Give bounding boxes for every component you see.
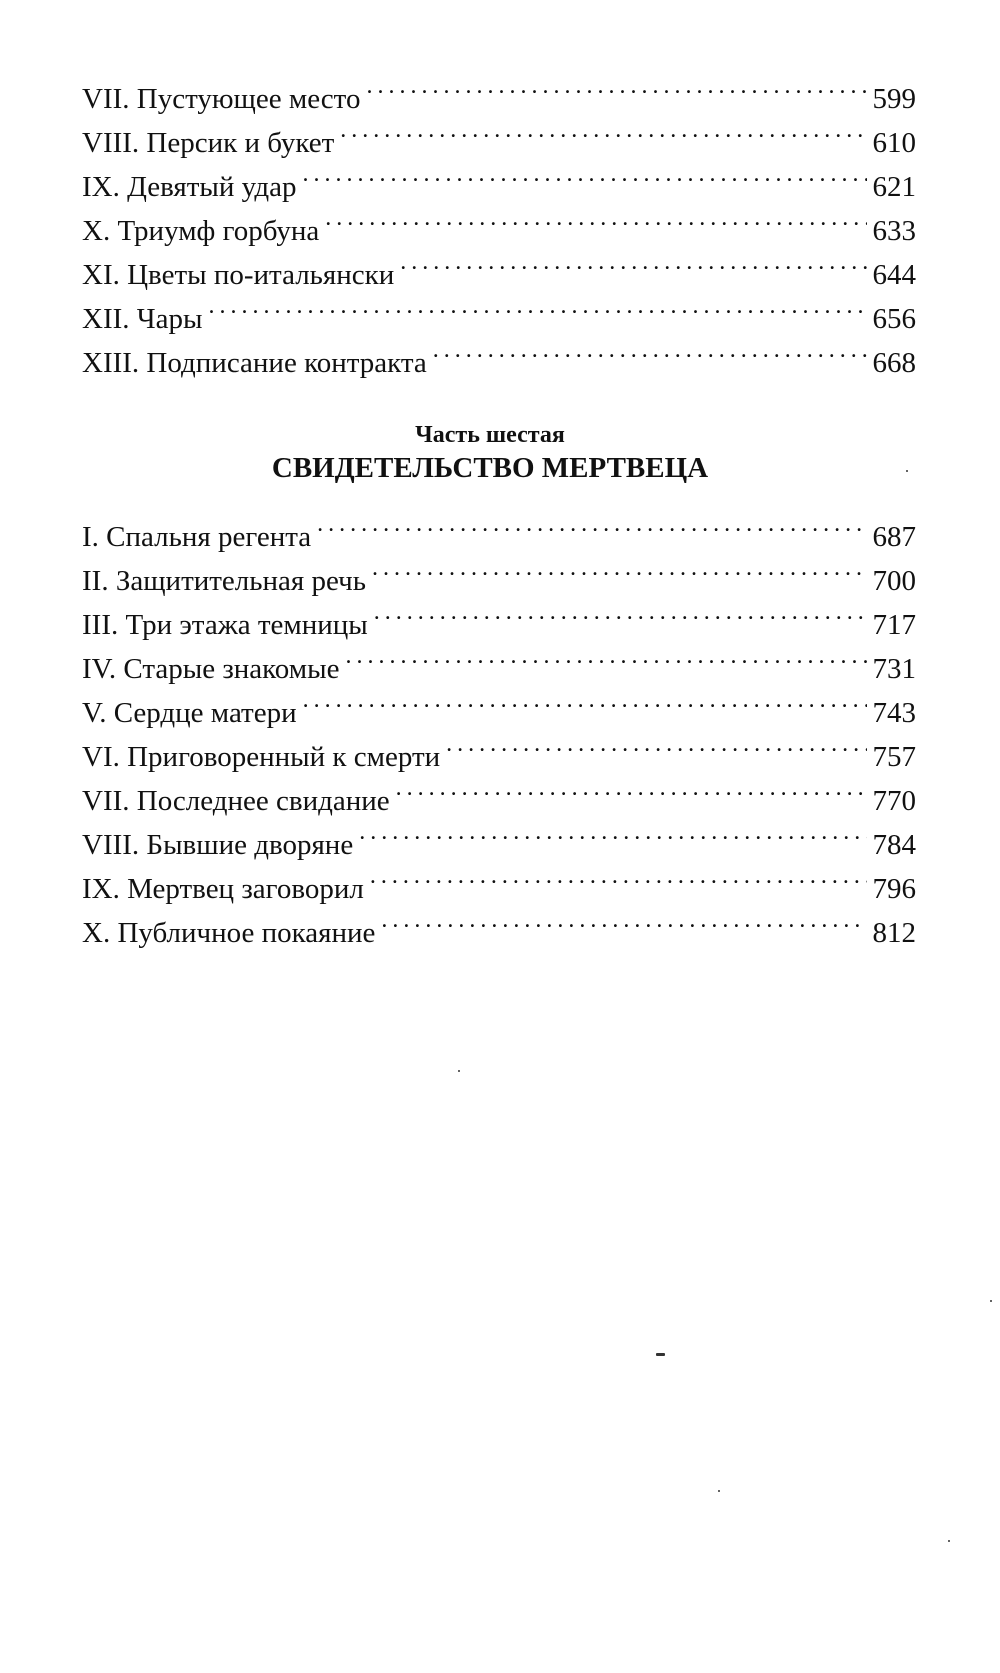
toc-entry-page: 731 bbox=[872, 653, 916, 685]
toc-entry-title: V. Сердце матери bbox=[82, 697, 297, 729]
scan-speck bbox=[906, 470, 908, 472]
dot-leader bbox=[366, 64, 866, 108]
dot-leader bbox=[340, 108, 866, 152]
toc-entry-page: 644 bbox=[872, 259, 916, 291]
toc-entry-page: 633 bbox=[872, 215, 916, 247]
dot-leader bbox=[433, 328, 867, 372]
toc-entry-page: 784 bbox=[872, 829, 916, 861]
toc-entry-title: VIII. Персик и букет bbox=[82, 127, 335, 159]
toc-entry-page: 621 bbox=[872, 171, 916, 203]
toc-entry-title: X. Триумф горбуна bbox=[82, 215, 320, 247]
toc-entry-title: II. Защитительная речь bbox=[82, 565, 366, 597]
toc-entry-title: XI. Цветы по-итальянски bbox=[82, 259, 395, 291]
toc-entry-page: 700 bbox=[872, 565, 916, 597]
toc-entry-page: 668 bbox=[872, 347, 916, 379]
toc-entry-page: 743 bbox=[872, 697, 916, 729]
scan-speck bbox=[458, 1070, 460, 1072]
toc-entry-page: 812 bbox=[872, 917, 916, 949]
toc-entry-page: 687 bbox=[872, 521, 916, 553]
dot-leader bbox=[374, 590, 867, 634]
toc-entry-title: VI. Приговоренный к смерти bbox=[82, 741, 441, 773]
toc-entry-title: VIII. Бывшие дворяне bbox=[82, 829, 354, 861]
toc-entry-page: 599 bbox=[872, 83, 916, 115]
toc-entry-page: 770 bbox=[872, 785, 916, 817]
toc-entry-page: 717 bbox=[872, 609, 916, 641]
toc-entry-title: IV. Старые знакомые bbox=[82, 653, 340, 685]
scan-speck bbox=[990, 1300, 992, 1302]
toc-entry-title: VII. Последнее свидание bbox=[82, 785, 390, 817]
toc-entry-page: 610 bbox=[872, 127, 916, 159]
dot-leader bbox=[302, 152, 866, 196]
toc-entry-title: VII. Пустующее место bbox=[82, 83, 361, 115]
part-label: Часть шестая bbox=[415, 422, 565, 448]
dot-leader bbox=[381, 898, 866, 942]
scan-speck bbox=[718, 1490, 720, 1492]
dot-leader bbox=[303, 678, 867, 722]
dot-leader bbox=[359, 810, 866, 854]
dot-leader bbox=[400, 240, 866, 284]
toc-entry-title: IX. Мертвец заговорил bbox=[82, 873, 364, 905]
toc-entry-title: XIII. Подписание контракта bbox=[82, 347, 427, 379]
toc-entry-title: III. Три этажа темницы bbox=[82, 609, 368, 641]
dot-leader bbox=[370, 854, 867, 898]
dot-leader bbox=[345, 634, 866, 678]
toc-list-part-six bbox=[82, 502, 916, 949]
toc-entry bbox=[82, 64, 916, 115]
scan-speck bbox=[656, 1353, 665, 1356]
toc-entry-title: IX. Девятый удар bbox=[82, 171, 297, 203]
part-heading bbox=[0, 420, 1000, 486]
dot-leader bbox=[208, 284, 866, 328]
dot-leader bbox=[446, 722, 866, 766]
toc-entry-title: X. Публичное покаяние bbox=[82, 917, 376, 949]
dot-leader bbox=[372, 546, 867, 590]
toc-entry-page: 656 bbox=[872, 303, 916, 335]
toc-entry-page: 796 bbox=[872, 873, 916, 905]
toc-entry-title: XII. Чары bbox=[82, 303, 203, 335]
scan-speck bbox=[948, 1540, 950, 1542]
dot-leader bbox=[396, 766, 867, 810]
toc-entry-page: 757 bbox=[872, 741, 916, 773]
toc-entry bbox=[82, 502, 916, 553]
dot-leader bbox=[317, 502, 866, 546]
part-title: СВИДЕТЕЛЬСТВО МЕРТВЕЦА bbox=[271, 452, 709, 484]
toc-entry-title: I. Спальня регента bbox=[82, 521, 312, 553]
toc-list-part-five bbox=[82, 64, 916, 379]
dot-leader bbox=[325, 196, 866, 240]
